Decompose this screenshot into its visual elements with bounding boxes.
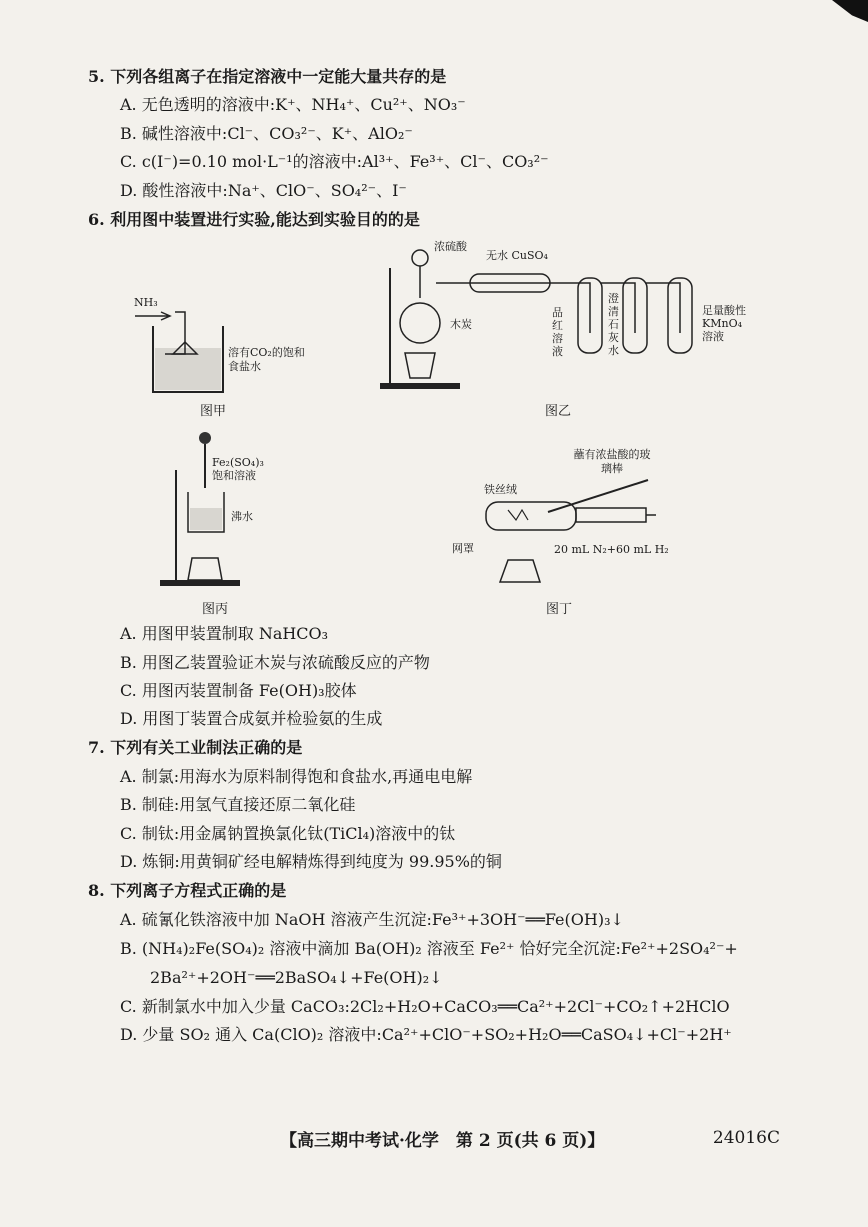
question-7-option-b: B. 制硅:用氢气直接还原二氧化硅 xyxy=(120,795,356,814)
question-5-option-a: A. 无色透明的溶液中:K⁺、NH₄⁺、Cu²⁺、NO₃⁻ xyxy=(120,95,466,114)
fig-bing-water-label: 沸水 xyxy=(231,510,253,523)
question-5-option-c: C. c(I⁻)=0.10 mol·L⁻¹的溶液中:Al³⁺、Fe³⁺、Cl⁻、CO₃²⁻ xyxy=(120,152,549,171)
question-6-option-a: A. 用图甲装置制取 NaHCO₃ xyxy=(120,624,329,643)
fig-ding-gas-label: 20 mL N₂+60 mL H₂ xyxy=(554,543,669,556)
fig-ding-rod-label: 蘸有浓盐酸的玻璃棒 xyxy=(573,448,651,475)
question-5-option-b: B. 碱性溶液中:Cl⁻、CO₃²⁻、K⁺、AlO₂⁻ xyxy=(120,124,413,143)
question-7-stem: 7. 下列有关工业制法正确的是 xyxy=(88,738,303,757)
fig-bing-reagent-label: Fe₂(SO₄)₃饱和溶液 xyxy=(212,456,264,482)
question-8-option-c: C. 新制氯水中加入少量 CaCO₃:2Cl₂+H₂O+CaCO₃══Ca²⁺+2Cl⁻+CO₂↑+2HClO xyxy=(120,997,730,1016)
question-7-option-a: A. 制氯:用海水为原料制得饱和食盐水,再通电电解 xyxy=(120,767,473,786)
question-6-option-b: B. 用图乙装置验证木炭与浓硫酸反应的产物 xyxy=(120,653,430,672)
fig-yi-caption: 图乙 xyxy=(545,404,572,419)
question-8-option-b-line1: B. (NH₄)₂Fe(SO₄)₂ 溶液中滴加 Ba(OH)₂ 溶液至 Fe²⁺ 恰好完全沉淀:Fe²⁺+2SO₄²⁻+ xyxy=(120,939,738,958)
fig-jia-caption: 图甲 xyxy=(200,404,227,419)
fig-yi-acid-label: 浓硫酸 xyxy=(434,240,467,253)
fig-jia-gas-label: NH₃ xyxy=(134,296,158,309)
fig-bing-caption: 图丙 xyxy=(202,602,229,617)
question-8-option-a: A. 硫氰化铁溶液中加 NaOH 溶液产生沉淀:Fe³⁺+3OH⁻══Fe(OH)₃↓ xyxy=(120,910,624,929)
fig-yi-carbon-label: 木炭 xyxy=(450,318,472,331)
fig-yi-tube1-label: 品红溶液 xyxy=(552,306,563,358)
question-8-option-b-line2: 2Ba²⁺+2OH⁻══2BaSO₄↓+Fe(OH)₂↓ xyxy=(150,968,443,987)
fig-yi-tube2-label: 澄清石灰水 xyxy=(608,292,619,357)
page-footer: 【高三期中考试·化学 第 2 页(共 6 页)】 xyxy=(280,1131,605,1151)
fig-ding-gauze-label: 网罩 xyxy=(452,542,474,555)
fig-ding-wool-label: 铁丝绒 xyxy=(484,483,517,496)
fig-jia-solution-label: 溶有CO₂的饱和食盐水 xyxy=(228,346,305,373)
fig-yi-tube-label: 无水 CuSO₄ xyxy=(486,249,548,262)
fig-ding-caption: 图丁 xyxy=(546,602,573,617)
fig-yi-tube3-label: 足量酸性KMnO₄溶液 xyxy=(702,304,746,343)
question-6-stem: 6. 利用图中装置进行实验,能达到实验目的的是 xyxy=(88,210,420,229)
question-7-option-d: D. 炼铜:用黄铜矿经电解精炼得到纯度为 99.95%的铜 xyxy=(120,852,502,871)
question-7-option-c: C. 制钛:用金属钠置换氯化钛(TiCl₄)溶液中的钛 xyxy=(120,824,456,843)
corner-mark xyxy=(828,0,868,22)
question-8-option-d: D. 少量 SO₂ 通入 Ca(ClO)₂ 溶液中:Ca²⁺+ClO⁻+SO₂+H₂O══CaSO₄↓+Cl⁻+2H⁺ xyxy=(120,1025,732,1044)
question-6-option-d: D. 用图丁装置合成氨并检验氨的生成 xyxy=(120,709,383,728)
question-5-option-d: D. 酸性溶液中:Na⁺、ClO⁻、SO₄²⁻、I⁻ xyxy=(120,181,407,200)
exam-code: 24016C xyxy=(712,1128,780,1148)
question-8-stem: 8. 下列离子方程式正确的是 xyxy=(88,881,287,900)
figure-bing xyxy=(160,430,280,590)
question-5-stem: 5. 下列各组离子在指定溶液中一定能大量共存的是 xyxy=(88,67,447,86)
question-6-option-c: C. 用图丙装置制备 Fe(OH)₃胶体 xyxy=(120,681,357,700)
